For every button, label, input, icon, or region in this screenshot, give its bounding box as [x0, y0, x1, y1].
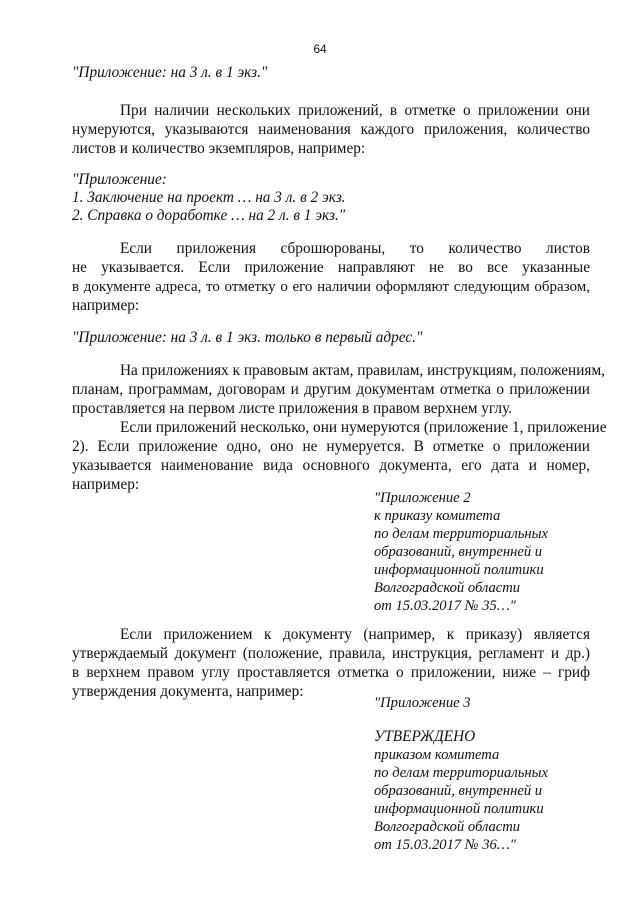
appendix-mark-2-line-5: информационной политики — [374, 562, 544, 578]
approval-stamp-line-4: информационной политики — [374, 801, 544, 817]
page-number: 64 — [313, 42, 327, 56]
paragraph-4-line-1: Если приложений несколько, они нумеруются (приложение 1, приложение — [120, 419, 607, 436]
paragraph-3-line-3: проставляется на первом листе приложения в правом верхнем углу. — [72, 400, 513, 417]
paragraph-5-line-4: утверждения документа, например: — [72, 683, 304, 700]
paragraph-1-line-3: листов и количество экземпляров, например: — [72, 140, 366, 157]
appendix-mark-2-line-4: образований, внутренней и — [374, 544, 543, 560]
appendix-mark-2-line-7: от 15.03.2017 № 35…" — [374, 598, 516, 614]
paragraph-5-line-2: утверждаемый документ (положение, правила, инструкция, регламент и др.) — [72, 645, 590, 662]
paragraph-5-line-3: в верхнем правом углу проставляется отметка о приложении, ниже – гриф — [72, 664, 590, 681]
example-multi-line-2: 1. Заключение на проект … на 3 л. в 2 экз. — [72, 189, 346, 206]
example-multi-line-1: "Приложение: — [72, 171, 167, 188]
appendix-mark-2-line-3: по делам территориальных — [374, 526, 548, 542]
paragraph-4-line-4: например: — [72, 476, 140, 493]
approval-stamp-line-6: от 15.03.2017 № 36…" — [374, 837, 516, 853]
paragraph-5-line-1: Если приложением к документу (например, к приказу) является — [120, 626, 590, 643]
example-appendix-single: "Приложение: на 3 л. в 1 экз." — [72, 64, 268, 81]
approval-stamp-line-2: по делам территориальных — [374, 765, 548, 781]
approval-stamp-line-1: приказом комитета — [374, 747, 500, 763]
appendix-mark-2-line-1: "Приложение 2 — [374, 490, 471, 506]
paragraph-4-line-3: указывается наименование вида основного документа, его дата и номер, — [72, 457, 590, 474]
paragraph-4-line-2: 2). Если приложение одно, оно не нумеруется. В отметке о приложении — [72, 438, 590, 455]
paragraph-1-line-1: При наличии нескольких приложений, в отметке о приложении они — [120, 102, 590, 119]
paragraph-3-line-1: На приложениях к правовым актам, правилам, инструкциям, положениям, — [120, 362, 605, 379]
approval-stamp-title: УТВЕРЖДЕНО — [374, 728, 476, 745]
approval-stamp-line-3: образований, внутренней и — [374, 783, 543, 799]
approval-stamp-line-5: Волгоградской области — [374, 819, 521, 835]
paragraph-2-line-3: в документе адреса, то отметку о его наличии оформляют следующим образом, — [72, 279, 590, 295]
paragraph-2-line-4: например: — [72, 297, 140, 314]
appendix-mark-2-line-2: к приказу комитета — [374, 508, 501, 524]
paragraph-2-line-1: Если приложения сброшюрованы, то количество листов — [120, 240, 590, 257]
paragraph-1-line-2: нумеруются, указываются наименования каждого приложения, количество — [72, 121, 590, 138]
example-first-address: "Приложение: на 3 л. в 1 экз. только в первый адрес." — [72, 329, 423, 346]
paragraph-3-line-2: планам, программам, договорам и другим документам отметка о приложении — [72, 381, 590, 398]
appendix-mark-2-line-6: Волгоградской области — [374, 580, 521, 596]
appendix-mark-3-head: "Приложение 3 — [374, 695, 471, 711]
paragraph-2-line-2: не указывается. Если приложение направляют не во все указанные — [72, 259, 590, 276]
example-multi-line-3: 2. Справка о доработке … на 2 л. в 1 экз." — [72, 207, 346, 224]
